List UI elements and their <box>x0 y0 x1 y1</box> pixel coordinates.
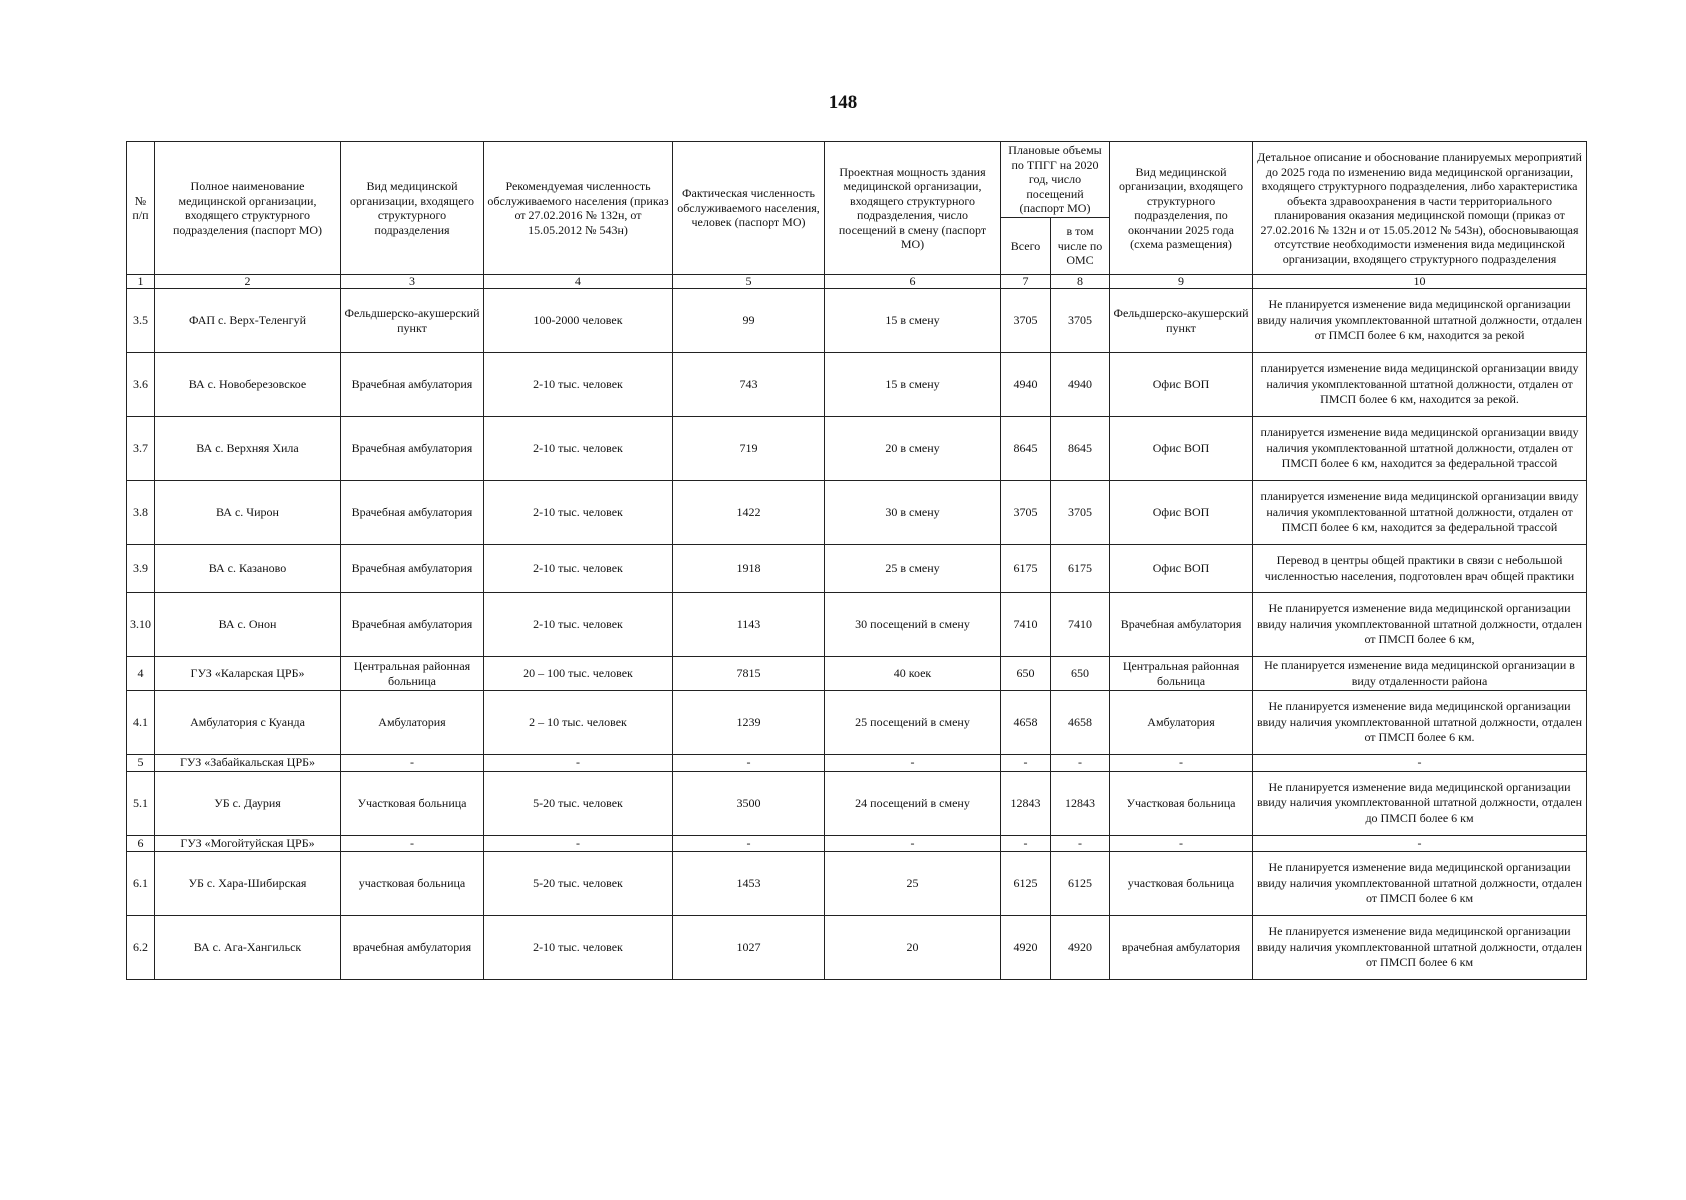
cell-type-2025: - <box>1110 835 1253 852</box>
cell-num: 4.1 <box>127 691 155 755</box>
cell-capacity: 30 посещений в смену <box>825 593 1001 657</box>
header-type: Вид медицинской организации, входящего структурного подразделения <box>341 142 484 275</box>
cell-type: Амбулатория <box>341 691 484 755</box>
cell-actual: - <box>673 755 825 772</box>
cell-total: 7410 <box>1001 593 1051 657</box>
table-row <box>127 916 1587 980</box>
cell-total: 650 <box>1001 657 1051 691</box>
cell-oms: 8645 <box>1051 417 1110 481</box>
page-number: 148 <box>828 92 858 113</box>
cell-description: Не планируется изменение вида медицинской организации ввиду наличия укомплектованной штатной должности, отдален до ПМСП более 6 км <box>1253 771 1587 835</box>
cell-capacity: 20 в смену <box>825 417 1001 481</box>
column-number: 8 <box>1051 275 1110 289</box>
cell-recommended: 2-10 тыс. человек <box>484 353 673 417</box>
header-oms: в том числе по ОМС <box>1051 218 1110 275</box>
cell-name: ФАП с. Верх-Теленгуй <box>155 289 341 353</box>
cell-type-2025: Офис ВОП <box>1110 545 1253 593</box>
cell-num: 6 <box>127 835 155 852</box>
cell-description: Не планируется изменение вида медицинской организации ввиду наличия укомплектованной штатной должности, отдален от ПМСП более 6 км <box>1253 916 1587 980</box>
facilities-table <box>126 141 1587 980</box>
cell-name: ГУЗ «Каларская ЦРБ» <box>155 657 341 691</box>
cell-name: Амбулатория с Куанда <box>155 691 341 755</box>
cell-oms: 650 <box>1051 657 1110 691</box>
column-number: 6 <box>825 275 1001 289</box>
cell-type: Врачебная амбулатория <box>341 353 484 417</box>
cell-type: Фельдшерско-акушерский пункт <box>341 289 484 353</box>
cell-name: ВА с. Верхняя Хила <box>155 417 341 481</box>
cell-actual: 99 <box>673 289 825 353</box>
column-number: 2 <box>155 275 341 289</box>
cell-type: врачебная амбулатория <box>341 916 484 980</box>
cell-recommended: 2-10 тыс. человек <box>484 545 673 593</box>
cell-recommended: - <box>484 755 673 772</box>
cell-type-2025: Амбулатория <box>1110 691 1253 755</box>
cell-num: 6.2 <box>127 916 155 980</box>
cell-num: 3.6 <box>127 353 155 417</box>
cell-name: ВА с. Ага-Хангильск <box>155 916 341 980</box>
column-numbers-row <box>127 275 1587 289</box>
cell-actual: 1918 <box>673 545 825 593</box>
cell-total: 3705 <box>1001 289 1051 353</box>
cell-name: ГУЗ «Забайкальская ЦРБ» <box>155 755 341 772</box>
cell-name: ВА с. Онон <box>155 593 341 657</box>
cell-total: 6175 <box>1001 545 1051 593</box>
header-recommended: Рекомендуемая численность обслуживаемого населения (приказ от 27.02.2016 № 132н, от 15.05.2012 № 543н) <box>484 142 673 275</box>
table-row <box>127 691 1587 755</box>
cell-recommended: 2-10 тыс. человек <box>484 417 673 481</box>
cell-type: участковая больница <box>341 852 484 916</box>
cell-type: - <box>341 755 484 772</box>
cell-total: 3705 <box>1001 481 1051 545</box>
table-row <box>127 657 1587 691</box>
cell-type-2025: Участковая больница <box>1110 771 1253 835</box>
cell-num: 3.7 <box>127 417 155 481</box>
cell-total: - <box>1001 755 1051 772</box>
column-number: 4 <box>484 275 673 289</box>
cell-name: ВА с. Чирон <box>155 481 341 545</box>
cell-num: 3.9 <box>127 545 155 593</box>
cell-capacity: 25 в смену <box>825 545 1001 593</box>
cell-oms: 3705 <box>1051 481 1110 545</box>
cell-recommended: 5-20 тыс. человек <box>484 771 673 835</box>
cell-capacity: - <box>825 755 1001 772</box>
column-number: 10 <box>1253 275 1587 289</box>
cell-capacity: 15 в смену <box>825 289 1001 353</box>
cell-oms: 3705 <box>1051 289 1110 353</box>
cell-description: планируется изменение вида медицинской организации ввиду наличия укомплектованной штатной должности, отдален от ПМСП более 6 км, находится за федеральной трассой <box>1253 481 1587 545</box>
cell-actual: - <box>673 835 825 852</box>
cell-description: планируется изменение вида медицинской организации ввиду наличия укомплектованной штатной должности, отдален от ПМСП более 6 км, находится за рекой. <box>1253 353 1587 417</box>
cell-num: 4 <box>127 657 155 691</box>
cell-capacity: 40 коек <box>825 657 1001 691</box>
cell-description: планируется изменение вида медицинской организации ввиду наличия укомплектованной штатной должности, отдален от ПМСП более 6 км, находится за федеральной трассой <box>1253 417 1587 481</box>
cell-capacity: 20 <box>825 916 1001 980</box>
cell-oms: 4940 <box>1051 353 1110 417</box>
cell-actual: 7815 <box>673 657 825 691</box>
cell-name: УБ с. Даурия <box>155 771 341 835</box>
cell-capacity: 15 в смену <box>825 353 1001 417</box>
header-name: Полное наименование медицинской организации, входящего структурного подразделения (паспорт МО) <box>155 142 341 275</box>
cell-capacity: 25 <box>825 852 1001 916</box>
cell-oms: 6125 <box>1051 852 1110 916</box>
cell-type-2025: участковая больница <box>1110 852 1253 916</box>
cell-total: 12843 <box>1001 771 1051 835</box>
cell-type-2025: - <box>1110 755 1253 772</box>
cell-actual: 1027 <box>673 916 825 980</box>
column-number: 7 <box>1001 275 1051 289</box>
cell-actual: 743 <box>673 353 825 417</box>
header-actual: Фактическая численность обслуживаемого населения, человек (паспорт МО) <box>673 142 825 275</box>
cell-type-2025: Врачебная амбулатория <box>1110 593 1253 657</box>
cell-description: Не планируется изменение вида медицинской организации ввиду наличия укомплектованной штатной должности, отдален от ПМСП более 6 км <box>1253 852 1587 916</box>
cell-num: 3.10 <box>127 593 155 657</box>
cell-description: Перевод в центры общей практики в связи с небольшой численностью населения, подготовлен врач общей практики <box>1253 545 1587 593</box>
cell-oms: - <box>1051 755 1110 772</box>
cell-num: 5 <box>127 755 155 772</box>
table-row <box>127 417 1587 481</box>
cell-recommended: 2-10 тыс. человек <box>484 593 673 657</box>
header-type-2025: Вид медицинской организации, входящего структурного подразделения, по окончании 2025 года (схема размещения) <box>1110 142 1253 275</box>
cell-actual: 1453 <box>673 852 825 916</box>
cell-type: Врачебная амбулатория <box>341 545 484 593</box>
cell-total: 4940 <box>1001 353 1051 417</box>
cell-name: ВА с. Новоберезовское <box>155 353 341 417</box>
cell-actual: 719 <box>673 417 825 481</box>
cell-actual: 1239 <box>673 691 825 755</box>
cell-recommended: 100-2000 человек <box>484 289 673 353</box>
cell-type-2025: Офис ВОП <box>1110 481 1253 545</box>
cell-description: Не планируется изменение вида медицинской организации ввиду наличия укомплектованной штатной должности, отдален от ПМСП более 6 км. <box>1253 691 1587 755</box>
cell-num: 3.5 <box>127 289 155 353</box>
cell-type-2025: Фельдшерско-акушерский пункт <box>1110 289 1253 353</box>
cell-recommended: 5-20 тыс. человек <box>484 852 673 916</box>
cell-oms: 4658 <box>1051 691 1110 755</box>
table-row <box>127 593 1587 657</box>
cell-recommended: 20 – 100 тыс. человек <box>484 657 673 691</box>
cell-num: 3.8 <box>127 481 155 545</box>
cell-oms: 6175 <box>1051 545 1110 593</box>
cell-capacity: 30 в смену <box>825 481 1001 545</box>
cell-recommended: 2 – 10 тыс. человек <box>484 691 673 755</box>
header-total: Всего <box>1001 218 1051 275</box>
cell-actual: 1422 <box>673 481 825 545</box>
cell-recommended: - <box>484 835 673 852</box>
header-row <box>127 142 1587 218</box>
cell-type: Центральная районная больница <box>341 657 484 691</box>
cell-oms: - <box>1051 835 1110 852</box>
cell-oms: 4920 <box>1051 916 1110 980</box>
table-row <box>127 545 1587 593</box>
cell-total: 4920 <box>1001 916 1051 980</box>
cell-total: 4658 <box>1001 691 1051 755</box>
cell-oms: 7410 <box>1051 593 1110 657</box>
table-row <box>127 481 1587 545</box>
cell-capacity: 25 посещений в смену <box>825 691 1001 755</box>
cell-total: 8645 <box>1001 417 1051 481</box>
cell-type: Врачебная амбулатория <box>341 593 484 657</box>
cell-type: - <box>341 835 484 852</box>
cell-type-2025: Офис ВОП <box>1110 417 1253 481</box>
cell-total: - <box>1001 835 1051 852</box>
header-planned-volumes: Плановые объемы по ТПГГ на 2020 год, число посещений (паспорт МО) <box>1001 142 1110 218</box>
table-row <box>127 771 1587 835</box>
header-num: № п/п <box>127 142 155 275</box>
cell-description: Не планируется изменение вида медицинской организации ввиду наличия укомплектованной штатной должности, отдален от ПМСП более 6 км, находится за рекой <box>1253 289 1587 353</box>
cell-description: - <box>1253 835 1587 852</box>
table-row <box>127 353 1587 417</box>
cell-type: Врачебная амбулатория <box>341 417 484 481</box>
cell-description: Не планируется изменение вида медицинской организации ввиду наличия укомплектованной штатной должности, отдален от ПМСП более 6 км, <box>1253 593 1587 657</box>
cell-type-2025: врачебная амбулатория <box>1110 916 1253 980</box>
cell-type-2025: Офис ВОП <box>1110 353 1253 417</box>
header-capacity: Проектная мощность здания медицинской организации, входящего структурного подразделения, число посещений в смену (паспорт МО) <box>825 142 1001 275</box>
table-row <box>127 289 1587 353</box>
cell-actual: 3500 <box>673 771 825 835</box>
column-number: 9 <box>1110 275 1253 289</box>
cell-num: 6.1 <box>127 852 155 916</box>
cell-name: ВА с. Казаново <box>155 545 341 593</box>
column-number: 5 <box>673 275 825 289</box>
cell-type: Участковая больница <box>341 771 484 835</box>
cell-description: Не планируется изменение вида медицинской организации в виду отдаленности района <box>1253 657 1587 691</box>
header-description: Детальное описание и обоснование планируемых мероприятий до 2025 года по изменению вида медицинской организации, входящего структурного подразделения, либо характеристика объекта здравоохранения в части территориального планирования оказания медицинской помощи (приказ от 27.02.2016 № 132н и от 15.05.2012 № 543н), обосновывающая отсутствие необходимости изменения вида медицинской организации, входящего структурного подразделения <box>1253 142 1587 275</box>
table-row <box>127 835 1587 852</box>
cell-type: Врачебная амбулатория <box>341 481 484 545</box>
cell-recommended: 2-10 тыс. человек <box>484 916 673 980</box>
cell-name: ГУЗ «Могойтуйская ЦРБ» <box>155 835 341 852</box>
cell-actual: 1143 <box>673 593 825 657</box>
cell-description: - <box>1253 755 1587 772</box>
cell-recommended: 2-10 тыс. человек <box>484 481 673 545</box>
cell-type-2025: Центральная районная больница <box>1110 657 1253 691</box>
table-row <box>127 755 1587 772</box>
cell-capacity: - <box>825 835 1001 852</box>
cell-capacity: 24 посещений в смену <box>825 771 1001 835</box>
cell-oms: 12843 <box>1051 771 1110 835</box>
cell-name: УБ с. Хара-Шибирская <box>155 852 341 916</box>
column-number: 3 <box>341 275 484 289</box>
table-row <box>127 852 1587 916</box>
cell-total: 6125 <box>1001 852 1051 916</box>
cell-num: 5.1 <box>127 771 155 835</box>
column-number: 1 <box>127 275 155 289</box>
